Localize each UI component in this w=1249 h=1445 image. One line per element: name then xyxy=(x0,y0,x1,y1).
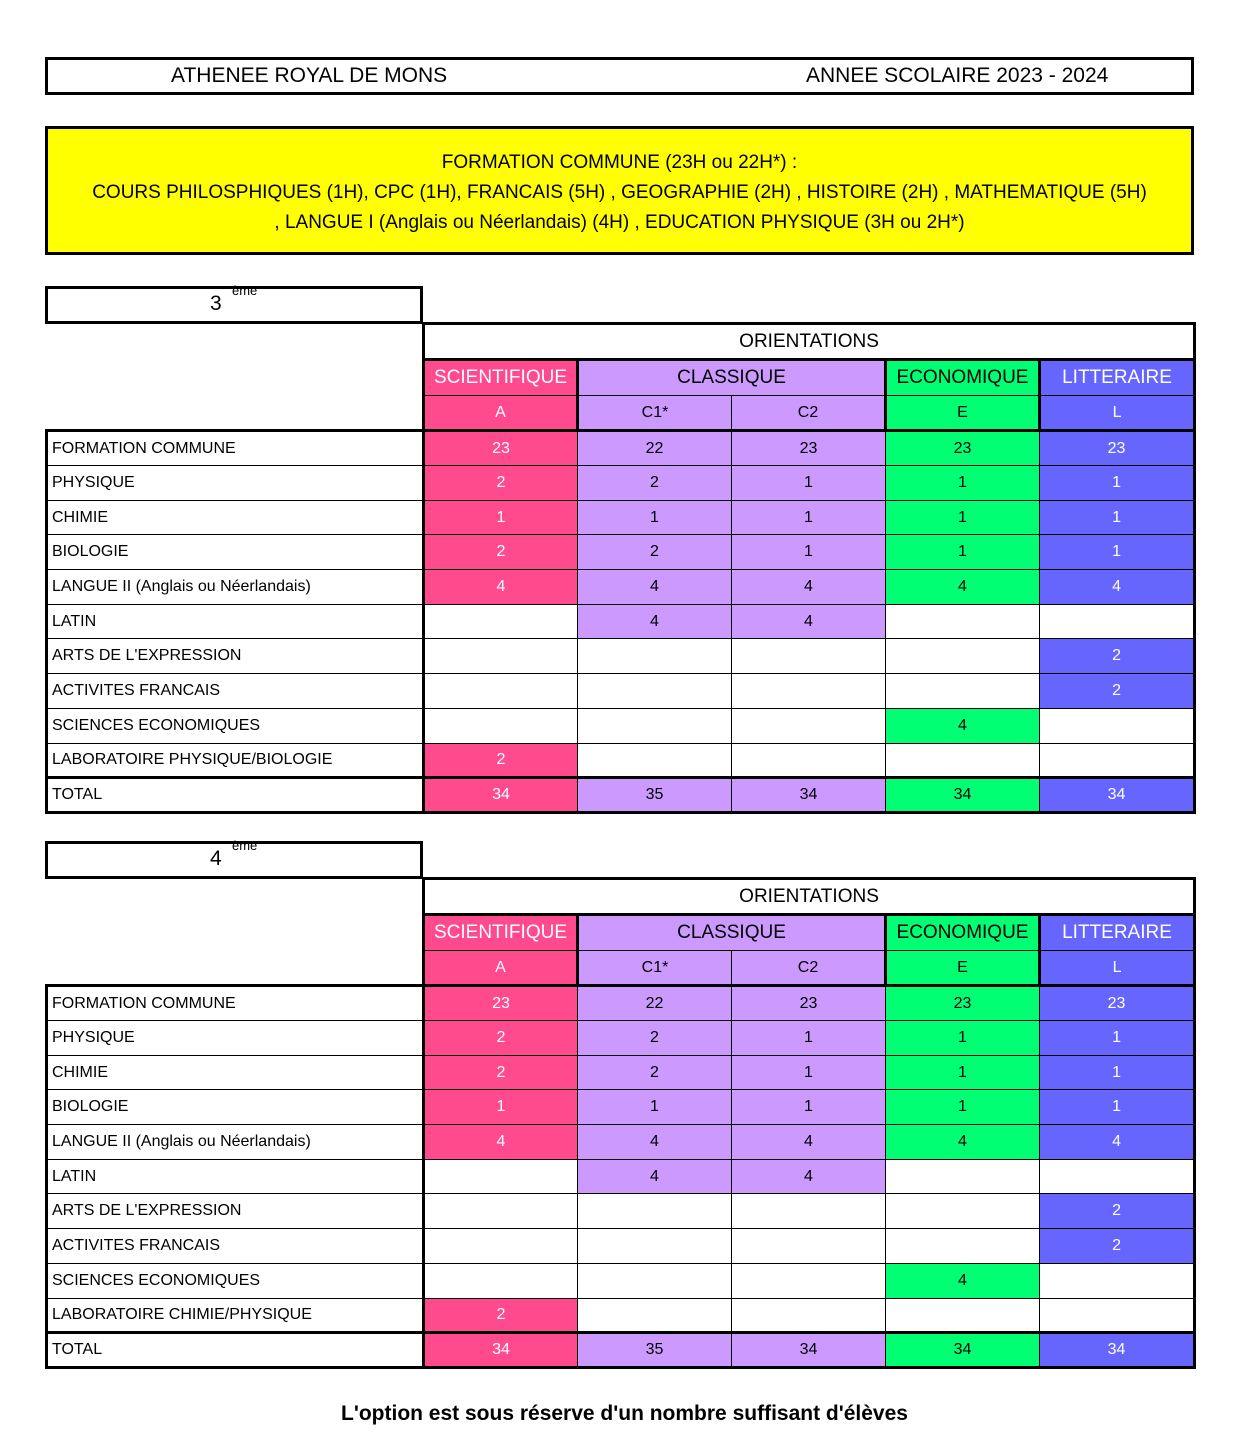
cell-value: 2 xyxy=(578,1021,732,1056)
cell-value: 34 xyxy=(886,778,1040,813)
table-row xyxy=(47,743,1195,778)
table-row xyxy=(47,674,1195,709)
column-code: E xyxy=(886,951,1040,986)
school-name: ATHENEE ROYAL DE MONS xyxy=(171,64,448,87)
cell-value xyxy=(578,708,732,743)
table-row xyxy=(47,500,1195,535)
cell-value: 23 xyxy=(1040,431,1195,466)
level-suffix: ème xyxy=(232,283,258,298)
cell-value xyxy=(886,743,1040,778)
empty-corner xyxy=(47,915,424,951)
cell-value xyxy=(578,743,732,778)
row-label: TOTAL xyxy=(47,1333,424,1368)
row-label: LANGUE II (Anglais ou Néerlandais) xyxy=(47,570,424,605)
group-header-economique: ECONOMIQUE xyxy=(886,360,1040,396)
cell-value: 4 xyxy=(1040,1125,1195,1160)
cell-value: 23 xyxy=(886,986,1040,1021)
header-bar xyxy=(45,57,1194,95)
group-header-classique: CLASSIQUE xyxy=(578,915,886,951)
cell-value xyxy=(732,1263,886,1298)
groups-row xyxy=(47,360,1195,396)
cell-value: 22 xyxy=(578,986,732,1021)
group-header-economique: ECONOMIQUE xyxy=(886,915,1040,951)
cell-value xyxy=(732,1229,886,1264)
cell-value: 34 xyxy=(424,1333,578,1368)
cell-value: 2 xyxy=(578,535,732,570)
group-header-classique: CLASSIQUE xyxy=(578,360,886,396)
level-box-3 xyxy=(45,283,423,324)
cell-value xyxy=(886,674,1040,709)
total-row xyxy=(47,1333,1195,1368)
cell-value: 1 xyxy=(1040,1021,1195,1056)
cell-value xyxy=(732,1298,886,1333)
cell-value xyxy=(1040,1263,1195,1298)
orientations-row xyxy=(47,324,1195,360)
table-row xyxy=(47,986,1195,1021)
cell-value xyxy=(732,708,886,743)
cell-value: 1 xyxy=(1040,1090,1195,1125)
empty-corner xyxy=(47,396,424,431)
cell-value: 23 xyxy=(424,431,578,466)
table-row xyxy=(47,1263,1195,1298)
cell-value xyxy=(886,1298,1040,1333)
cell-value: 2 xyxy=(578,466,732,501)
cell-value xyxy=(578,1229,732,1264)
column-code: C1* xyxy=(578,396,732,431)
cell-value: 1 xyxy=(732,500,886,535)
cell-value xyxy=(424,1263,578,1298)
row-label: BIOLOGIE xyxy=(47,535,424,570)
orientation-table-3 xyxy=(45,322,1196,814)
cell-value: 2 xyxy=(1040,639,1195,674)
cell-value: 2 xyxy=(578,1055,732,1090)
table-row xyxy=(47,1194,1195,1229)
row-label: CHIMIE xyxy=(47,1055,424,1090)
cell-value: 2 xyxy=(424,1055,578,1090)
table-row xyxy=(47,466,1195,501)
cell-value: 1 xyxy=(424,1090,578,1125)
column-code: E xyxy=(886,396,1040,431)
cell-value: 34 xyxy=(1040,778,1195,813)
row-label: ARTS DE L'EXPRESSION xyxy=(47,1194,424,1229)
groups-row xyxy=(47,915,1195,951)
cell-value xyxy=(732,674,886,709)
cell-value: 4 xyxy=(424,570,578,605)
cell-value xyxy=(1040,708,1195,743)
cell-value: 34 xyxy=(886,1333,1040,1368)
cell-value: 23 xyxy=(424,986,578,1021)
table-row xyxy=(47,639,1195,674)
codes-row xyxy=(47,396,1195,431)
cell-value: 1 xyxy=(886,466,1040,501)
row-label: LABORATOIRE CHIMIE/PHYSIQUE xyxy=(47,1298,424,1333)
cell-value: 4 xyxy=(886,1263,1040,1298)
empty-corner xyxy=(47,360,424,396)
cell-value: 4 xyxy=(578,604,732,639)
empty-corner xyxy=(47,324,424,360)
formation-courses-cont: , LANGUE I (Anglais ou Néerlandais) (4H) , EDUCATION PHYSIQUE (3H ou 2H*) xyxy=(274,212,965,233)
level-suffix: ème xyxy=(232,838,258,853)
cell-value: 1 xyxy=(886,535,1040,570)
cell-value xyxy=(1040,743,1195,778)
cell-value xyxy=(886,1194,1040,1229)
cell-value xyxy=(886,604,1040,639)
row-label: BIOLOGIE xyxy=(47,1090,424,1125)
column-code: C2 xyxy=(732,396,886,431)
cell-value: 4 xyxy=(578,570,732,605)
table-row xyxy=(47,1021,1195,1056)
cell-value: 2 xyxy=(424,466,578,501)
table-row xyxy=(47,535,1195,570)
table-row xyxy=(47,1298,1195,1333)
cell-value: 1 xyxy=(732,1055,886,1090)
cell-value xyxy=(1040,1298,1195,1333)
cell-value: 1 xyxy=(732,1090,886,1125)
table-row xyxy=(47,431,1195,466)
row-label: TOTAL xyxy=(47,778,424,813)
cell-value: 1 xyxy=(1040,535,1195,570)
cell-value xyxy=(424,708,578,743)
table-row xyxy=(47,708,1195,743)
cell-value xyxy=(1040,604,1195,639)
cell-value: 4 xyxy=(732,1159,886,1194)
cell-value: 1 xyxy=(578,500,732,535)
row-label: ARTS DE L'EXPRESSION xyxy=(47,639,424,674)
cell-value: 2 xyxy=(424,1298,578,1333)
column-code: C1* xyxy=(578,951,732,986)
cell-value xyxy=(578,1194,732,1229)
cell-value: 2 xyxy=(424,743,578,778)
formation-courses: COURS PHILOSPHIQUES (1H), CPC (1H), FRANCAIS (5H) , GEOGRAPHIE (2H) , HISTOIRE (2H) , MATHEMATIQUE (5H) xyxy=(92,182,1147,203)
orientation-table-4 xyxy=(45,877,1196,1369)
table-row xyxy=(47,1090,1195,1125)
table-row xyxy=(47,1229,1195,1264)
cell-value xyxy=(578,639,732,674)
cell-value: 34 xyxy=(732,778,886,813)
row-label: CHIMIE xyxy=(47,500,424,535)
row-label: FORMATION COMMUNE xyxy=(47,986,424,1021)
cell-value xyxy=(578,1263,732,1298)
cell-value xyxy=(424,604,578,639)
footer-note: L'option est sous réserve d'un nombre suffisant d'élèves xyxy=(341,1402,908,1425)
column-code: L xyxy=(1040,951,1195,986)
cell-value: 1 xyxy=(1040,466,1195,501)
row-label: PHYSIQUE xyxy=(47,466,424,501)
cell-value: 1 xyxy=(1040,500,1195,535)
table-row xyxy=(47,1125,1195,1160)
cell-value: 2 xyxy=(1040,1194,1195,1229)
cell-value: 23 xyxy=(732,431,886,466)
cell-value xyxy=(424,1229,578,1264)
cell-value: 1 xyxy=(732,535,886,570)
codes-row xyxy=(47,951,1195,986)
orientations-header: ORIENTATIONS xyxy=(424,879,1195,915)
orientations-header: ORIENTATIONS xyxy=(424,324,1195,360)
group-header-scientifique: SCIENTIFIQUE xyxy=(424,915,578,951)
cell-value xyxy=(424,1159,578,1194)
cell-value: 4 xyxy=(886,708,1040,743)
cell-value: 4 xyxy=(1040,570,1195,605)
group-header-scientifique: SCIENTIFIQUE xyxy=(424,360,578,396)
cell-value: 4 xyxy=(424,1125,578,1160)
school-year: ANNEE SCOLAIRE 2023 - 2024 xyxy=(806,64,1109,87)
cell-value: 23 xyxy=(1040,986,1195,1021)
table-row xyxy=(47,570,1195,605)
row-label: PHYSIQUE xyxy=(47,1021,424,1056)
row-label: LANGUE II (Anglais ou Néerlandais) xyxy=(47,1125,424,1160)
cell-value: 34 xyxy=(732,1333,886,1368)
row-label: ACTIVITES FRANCAIS xyxy=(47,1229,424,1264)
table-row xyxy=(47,1055,1195,1090)
group-header-litteraire: LITTERAIRE xyxy=(1040,915,1195,951)
cell-value: 1 xyxy=(886,1021,1040,1056)
level-box-4 xyxy=(45,838,423,879)
level-number: 4 xyxy=(210,847,222,870)
cell-value: 4 xyxy=(732,1125,886,1160)
cell-value: 4 xyxy=(886,570,1040,605)
column-code: L xyxy=(1040,396,1195,431)
cell-value: 2 xyxy=(424,535,578,570)
cell-value: 1 xyxy=(578,1090,732,1125)
cell-value: 4 xyxy=(732,604,886,639)
cell-value: 1 xyxy=(1040,1055,1195,1090)
cell-value: 4 xyxy=(578,1159,732,1194)
total-row xyxy=(47,778,1195,813)
cell-value: 4 xyxy=(886,1125,1040,1160)
cell-value xyxy=(886,639,1040,674)
cell-value: 35 xyxy=(578,1333,732,1368)
cell-value: 1 xyxy=(886,1055,1040,1090)
column-code: A xyxy=(424,396,578,431)
cell-value: 2 xyxy=(1040,1229,1195,1264)
row-label: SCIENCES ECONOMIQUES xyxy=(47,708,424,743)
formation-title: FORMATION COMMUNE (23H ou 22H*) : xyxy=(441,152,798,173)
orientations-row xyxy=(47,879,1195,915)
row-label: FORMATION COMMUNE xyxy=(47,431,424,466)
column-code: C2 xyxy=(732,951,886,986)
cell-value: 1 xyxy=(886,1090,1040,1125)
row-label: SCIENCES ECONOMIQUES xyxy=(47,1263,424,1298)
cell-value xyxy=(578,1298,732,1333)
cell-value xyxy=(732,1194,886,1229)
cell-value: 4 xyxy=(732,570,886,605)
cell-value: 2 xyxy=(1040,674,1195,709)
row-label: LATIN xyxy=(47,1159,424,1194)
cell-value xyxy=(886,1229,1040,1264)
empty-corner xyxy=(47,951,424,986)
cell-value: 34 xyxy=(1040,1333,1195,1368)
cell-value xyxy=(1040,1159,1195,1194)
cell-value: 22 xyxy=(578,431,732,466)
table-row xyxy=(47,604,1195,639)
cell-value xyxy=(424,639,578,674)
cell-value: 1 xyxy=(886,500,1040,535)
cell-value xyxy=(886,1159,1040,1194)
cell-value: 1 xyxy=(424,500,578,535)
cell-value: 23 xyxy=(886,431,1040,466)
cell-value xyxy=(578,674,732,709)
level-number: 3 xyxy=(210,292,222,315)
cell-value: 2 xyxy=(424,1021,578,1056)
group-header-litteraire: LITTERAIRE xyxy=(1040,360,1195,396)
cell-value xyxy=(732,639,886,674)
row-label: LABORATOIRE PHYSIQUE/BIOLOGIE xyxy=(47,743,424,778)
cell-value: 23 xyxy=(732,986,886,1021)
cell-value xyxy=(424,674,578,709)
cell-value: 34 xyxy=(424,778,578,813)
cell-value xyxy=(424,1194,578,1229)
empty-corner xyxy=(47,879,424,915)
cell-value: 1 xyxy=(732,466,886,501)
cell-value: 1 xyxy=(732,1021,886,1056)
row-label: LATIN xyxy=(47,604,424,639)
row-label: ACTIVITES FRANCAIS xyxy=(47,674,424,709)
cell-value: 35 xyxy=(578,778,732,813)
formation-commune-banner xyxy=(45,126,1194,255)
cell-value: 4 xyxy=(578,1125,732,1160)
column-code: A xyxy=(424,951,578,986)
table-row xyxy=(47,1159,1195,1194)
cell-value xyxy=(732,743,886,778)
